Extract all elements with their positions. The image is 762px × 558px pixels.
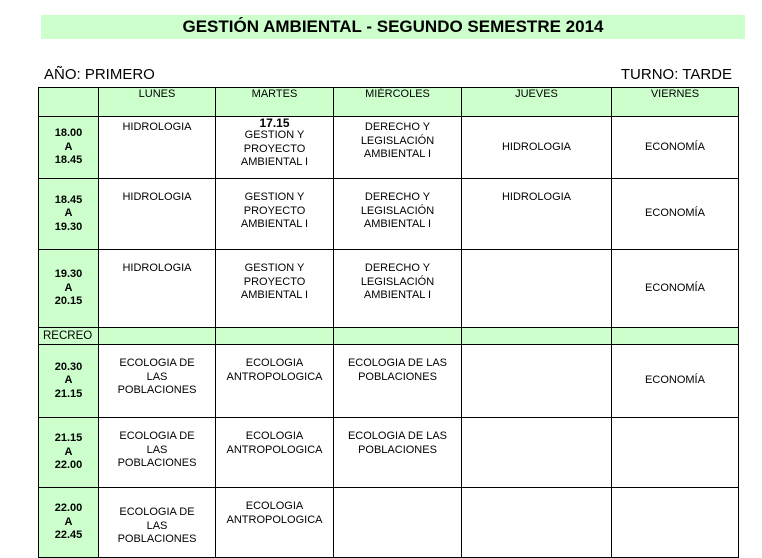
class-cell (334, 179, 462, 250)
class-line: HIDROLOGIA (122, 262, 192, 274)
class-cell-empty (612, 488, 739, 558)
class-cell-empty (612, 418, 739, 488)
class-cell (612, 345, 739, 418)
class-line: GESTION Y (244, 262, 305, 274)
time-sep: A (64, 207, 73, 220)
class-cell (216, 418, 334, 488)
table-row (39, 179, 739, 250)
time-start: 21.15 (54, 432, 83, 445)
class-cell (334, 418, 462, 488)
time-sep: A (64, 374, 73, 387)
class-line: AMBIENTAL I (240, 218, 309, 230)
class-cell (462, 117, 612, 179)
day-header-martes: MARTES (216, 88, 334, 117)
time-cell (39, 179, 99, 250)
table-row (39, 488, 739, 558)
recess-cell (612, 328, 739, 345)
class-line: POBLACIONES (358, 443, 437, 456)
recess-row (39, 328, 739, 345)
class-line: HIDROLOGIA (122, 191, 192, 203)
class-line: GESTION Y (244, 191, 305, 203)
time-sep: A (64, 515, 73, 528)
class-line: GESTION Y (244, 129, 305, 141)
class-line: ECOLOGIA (245, 500, 304, 512)
time-end: 19.30 (54, 220, 83, 233)
header-row (39, 88, 739, 117)
class-line: HIDROLOGIA (501, 140, 572, 153)
class-line: ECONOMÍA (645, 207, 705, 220)
shift-label: TURNO: TARDE (620, 66, 732, 83)
class-cell (99, 345, 216, 418)
class-cell (216, 345, 334, 418)
time-sep: A (64, 281, 73, 294)
class-cell (216, 179, 334, 250)
class-cell-empty (462, 488, 612, 558)
class-cell (334, 345, 462, 418)
time-sep: A (64, 140, 73, 153)
recess-label: RECREO (39, 328, 99, 345)
class-cell-empty (334, 488, 462, 558)
class-line: HIDROLOGIA (122, 121, 192, 133)
class-cell (99, 179, 216, 250)
time-end: 21.15 (54, 387, 83, 400)
martes-time-note: 17.15 (259, 116, 290, 130)
class-cell (99, 418, 216, 488)
day-header-jueves: JUEVES (462, 88, 612, 117)
class-line: ANTROPOLOGICA (226, 370, 323, 383)
table-row (39, 250, 739, 328)
class-cell (462, 179, 612, 250)
class-line: LAS (146, 370, 168, 383)
time-start: 19.30 (54, 268, 83, 281)
time-cell (39, 345, 99, 418)
recess-cell (462, 328, 612, 345)
class-line: LAS (146, 443, 168, 456)
class-line: POBLACIONES (117, 457, 197, 469)
class-cell (612, 117, 739, 179)
class-line: LAS (146, 519, 168, 532)
page-title: GESTIÓN AMBIENTAL - SEGUNDO SEMESTRE 2014 (41, 15, 745, 39)
time-cell (39, 117, 99, 179)
class-cell (334, 117, 462, 179)
class-line: LEGISLACIÓN (360, 134, 435, 147)
class-line: POBLACIONES (117, 533, 197, 546)
class-cell (216, 488, 334, 558)
class-line: ECOLOGIA (245, 357, 304, 369)
class-line: POBLACIONES (358, 370, 437, 383)
day-header-viernes: VIERNES (612, 88, 739, 117)
time-start: 20.30 (54, 360, 83, 373)
time-end: 18.45 (54, 154, 83, 167)
class-line: AMBIENTAL I (363, 148, 432, 160)
table-row (39, 117, 739, 179)
time-sep: A (64, 445, 73, 458)
recess-cell (334, 328, 462, 345)
class-line: DERECHO Y (364, 121, 431, 133)
time-cell (39, 250, 99, 328)
schedule-table (38, 87, 739, 558)
class-cell (216, 117, 334, 179)
class-line: DERECHO Y (364, 262, 431, 274)
class-line: ECOLOGIA DE (119, 430, 195, 442)
table-row (39, 418, 739, 488)
class-line: ECOLOGIA DE LAS (347, 430, 448, 442)
class-cell-empty (462, 250, 612, 328)
class-line: ECONOMÍA (645, 281, 705, 294)
year-label: AÑO: PRIMERO (44, 66, 155, 83)
class-line: ECONOMÍA (645, 374, 705, 387)
class-line: ECOLOGIA DE (119, 357, 195, 369)
class-line: LEGISLACIÓN (360, 275, 435, 288)
class-line: AMBIENTAL I (363, 289, 432, 301)
time-start: 18.00 (54, 127, 83, 140)
class-cell (612, 250, 739, 328)
class-line: AMBIENTAL I (363, 218, 432, 230)
time-end: 22.00 (54, 459, 83, 472)
recess-cell (99, 328, 216, 345)
class-cell (612, 179, 739, 250)
class-line: HIDROLOGIA (501, 191, 572, 203)
class-cell (99, 488, 216, 558)
time-start: 18.45 (54, 193, 83, 206)
class-cell (99, 250, 216, 328)
time-cell (39, 488, 99, 558)
class-line: ECOLOGIA (245, 430, 304, 442)
time-end: 22.45 (54, 529, 83, 542)
recess-cell (216, 328, 334, 345)
class-line: ECOLOGIA DE (119, 506, 195, 519)
class-line: DERECHO Y (364, 191, 431, 203)
class-line: AMBIENTAL I (240, 289, 309, 301)
class-line: POBLACIONES (117, 384, 197, 396)
class-line: ANTROPOLOGICA (226, 443, 323, 456)
class-line: PROYECTO (243, 275, 306, 288)
day-header-lunes: LUNES (99, 88, 216, 117)
class-cell (216, 250, 334, 328)
time-cell (39, 418, 99, 488)
class-line: ECOLOGIA DE LAS (347, 357, 448, 369)
class-line: ECONOMÍA (645, 140, 705, 153)
time-start: 22.00 (54, 502, 83, 515)
day-header-miercoles: MIÉRCOLES (334, 88, 462, 117)
class-cell (99, 117, 216, 179)
class-cell (334, 250, 462, 328)
class-line: LEGISLACIÓN (360, 204, 435, 217)
class-line: PROYECTO (243, 142, 306, 155)
time-end: 20.15 (54, 295, 83, 308)
class-line: ANTROPOLOGICA (226, 513, 323, 526)
class-line: AMBIENTAL I (240, 156, 309, 168)
corner-cell (39, 88, 99, 117)
class-cell-empty (462, 418, 612, 488)
table-row (39, 345, 739, 418)
class-cell-empty (462, 345, 612, 418)
class-line: PROYECTO (243, 204, 306, 217)
